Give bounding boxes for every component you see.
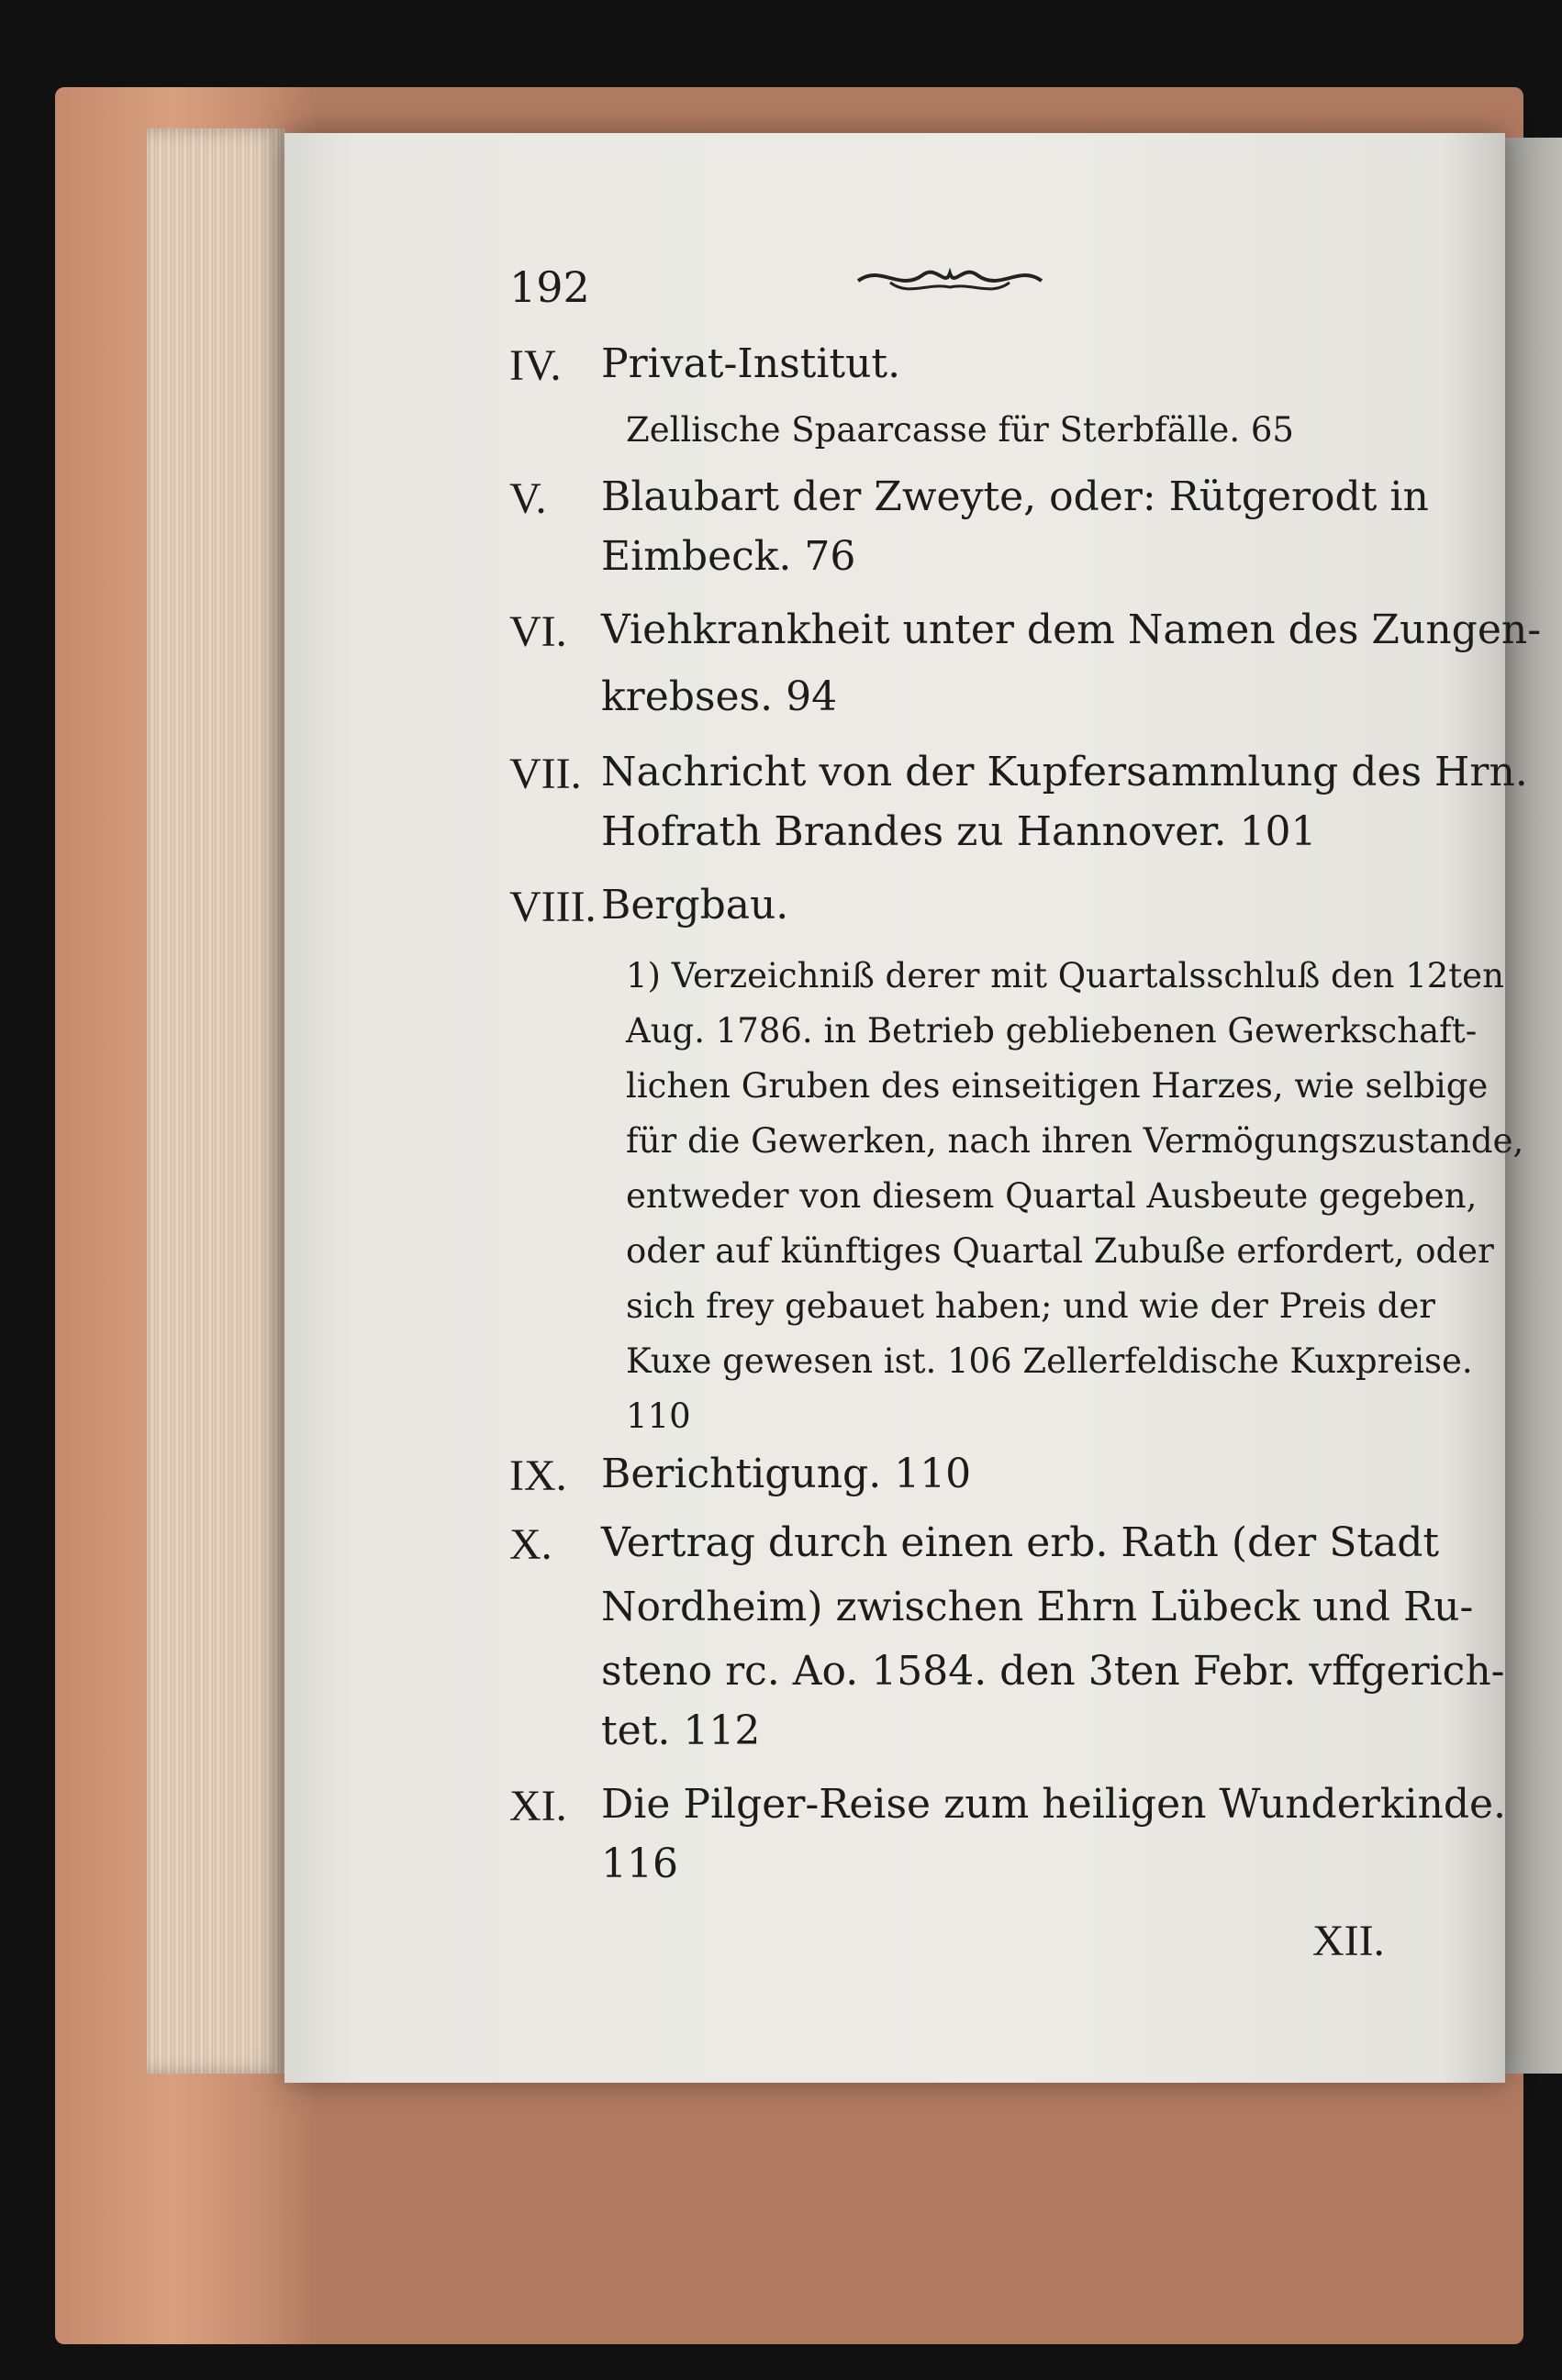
entry-number: VII. xyxy=(509,750,582,798)
entry-title: Blaubart der Zweyte, oder: Rütgerodt in xyxy=(601,473,1429,520)
entry-subtitle: Aug. 1786. in Betrieb gebliebenen Gewerkschaft- xyxy=(626,1011,1478,1051)
page-edges xyxy=(147,128,285,2074)
entry-subtitle: 1) Verzeichniß derer mit Quartalsschluß den 12ten xyxy=(626,956,1504,995)
entry-subtitle: oder auf künftiges Quartal Zubuße erfordert, oder xyxy=(626,1231,1494,1271)
entry-subtitle: Kuxe gewesen ist. 106 Zellerfeldische Kuxpreise. xyxy=(626,1341,1473,1381)
entry-title: Nachricht von der Kupfersammlung des Hrn. xyxy=(601,749,1528,795)
entry-number: VI. xyxy=(509,607,567,656)
facing-page-edge xyxy=(1505,138,1562,2074)
entry-title: Bergbau. xyxy=(601,882,789,929)
entry-subtitle: für die Gewerken, nach ihren Vermögungszustande, xyxy=(626,1121,1524,1161)
entry-number: VIII. xyxy=(509,883,597,931)
entry-title: Die Pilger-Reise zum heiligen Wunderkinde. xyxy=(601,1781,1507,1828)
entry-title: krebses. 94 xyxy=(601,673,838,720)
entry-number: V. xyxy=(509,474,547,523)
entry-title: Nordheim) zwischen Ehrn Lübeck und Ru- xyxy=(601,1584,1474,1630)
entry-number: IX. xyxy=(509,1451,567,1500)
entry-number: IV. xyxy=(509,341,562,390)
entry-title: steno rc. Ao. 1584. den 3ten Febr. vffgerich- xyxy=(601,1648,1505,1695)
entry-number: X. xyxy=(509,1520,552,1569)
ornament-icon xyxy=(854,255,1046,301)
entry-title: 116 xyxy=(601,1841,678,1887)
entry-number: XI. xyxy=(509,1782,567,1830)
page-number: 192 xyxy=(509,262,590,312)
entry-subtitle: 110 xyxy=(626,1396,691,1436)
entry-title: Privat-Institut. xyxy=(601,340,901,387)
entry-title: Berichtigung. 110 xyxy=(601,1451,972,1497)
entry-title: Vertrag durch einen erb. Rath (der Stadt xyxy=(601,1519,1440,1566)
entry-subtitle: sich frey gebauet haben; und wie der Preis der xyxy=(626,1286,1435,1326)
entry-title: Hofrath Brandes zu Hannover. 101 xyxy=(601,808,1317,855)
entry-title: tet. 112 xyxy=(601,1707,761,1754)
entry-title: Eimbeck. 76 xyxy=(601,533,856,580)
catchword: XII. xyxy=(1312,1917,1385,1965)
entry-subtitle: Zellische Spaarcasse für Sterbfälle. 65 xyxy=(626,410,1294,450)
entry-subtitle: lichen Gruben des einseitigen Harzes, wie selbige xyxy=(626,1066,1489,1106)
entry-subtitle: entweder von diesem Quartal Ausbeute gegeben, xyxy=(626,1176,1478,1216)
entry-title: Viehkrankheit unter dem Namen des Zungen- xyxy=(601,606,1542,653)
